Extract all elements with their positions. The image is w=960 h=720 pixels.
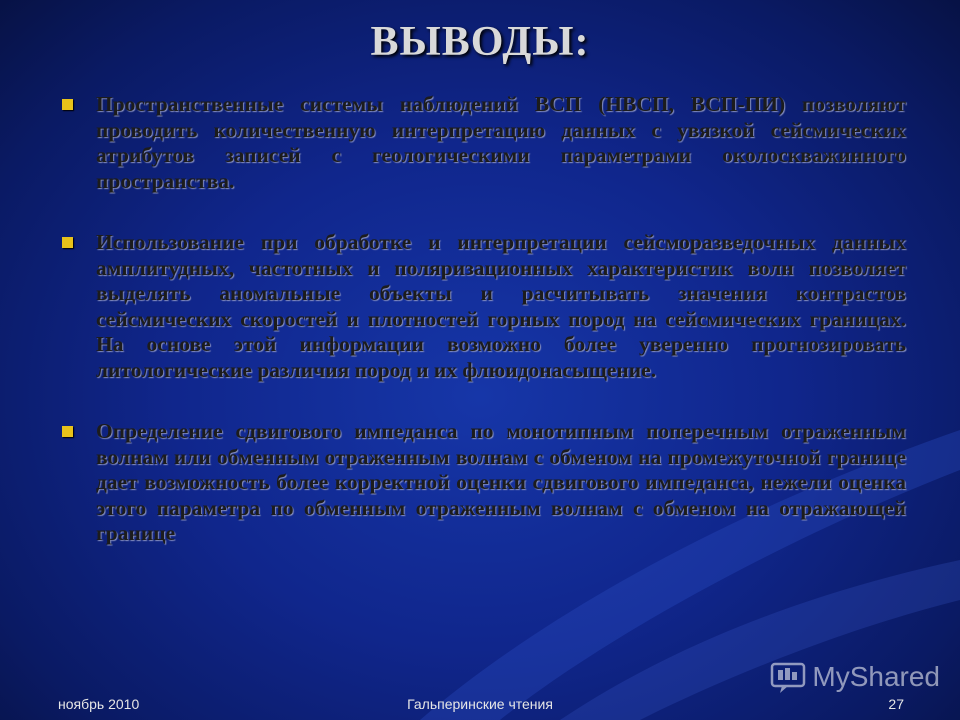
footer-event: Гальперинские чтения [407,696,553,712]
bullet-square-icon [62,426,73,437]
bullet-item [58,419,906,547]
myshared-watermark [770,660,940,694]
myshared-logo-icon [770,660,806,694]
bullet-text: Использование при обработке и интерпретации сейсморазведочных данных амплитудных, частотных и поляризационных характеристик волн позволяет выделять аномальные объекты и расчитывать значения контрастов сейсмических скоростей и плотностей горных пород на сейсмических границах. На основе этой информации возможно более уверенно прогнозировать литологические различия пород и их флюидонасыщение. [96,230,906,382]
bullet-item [58,230,906,383]
watermark-text: MyShared [812,661,940,692]
bullet-list [58,92,906,583]
footer-date: ноябрь 2010 [58,696,140,712]
bullet-square-icon [62,237,73,248]
page-number: 27 [888,696,904,712]
bullet-square-icon [62,99,73,110]
bullet-item [58,92,906,194]
bullet-text: Определение сдвигового импеданса по монотипным поперечным отраженным волнам или обменным отраженным волнам с обменом на промежуточной границе дает возможность более корректной оценки сдвигового импеданса, нежели оценка этого параметра по обменным отраженным волнам с обменом на отражающей границе [96,419,906,545]
slide-title: ВЫВОДЫ: [370,19,590,65]
bullet-text: Пространственные системы наблюдений ВСП (НВСП, ВСП-ПИ) позволяют проводить количественную интерпретацию данных с увязкой сейсмических атрибутов записей с геологическими параметрами околоскважинного пространства. [96,92,906,193]
